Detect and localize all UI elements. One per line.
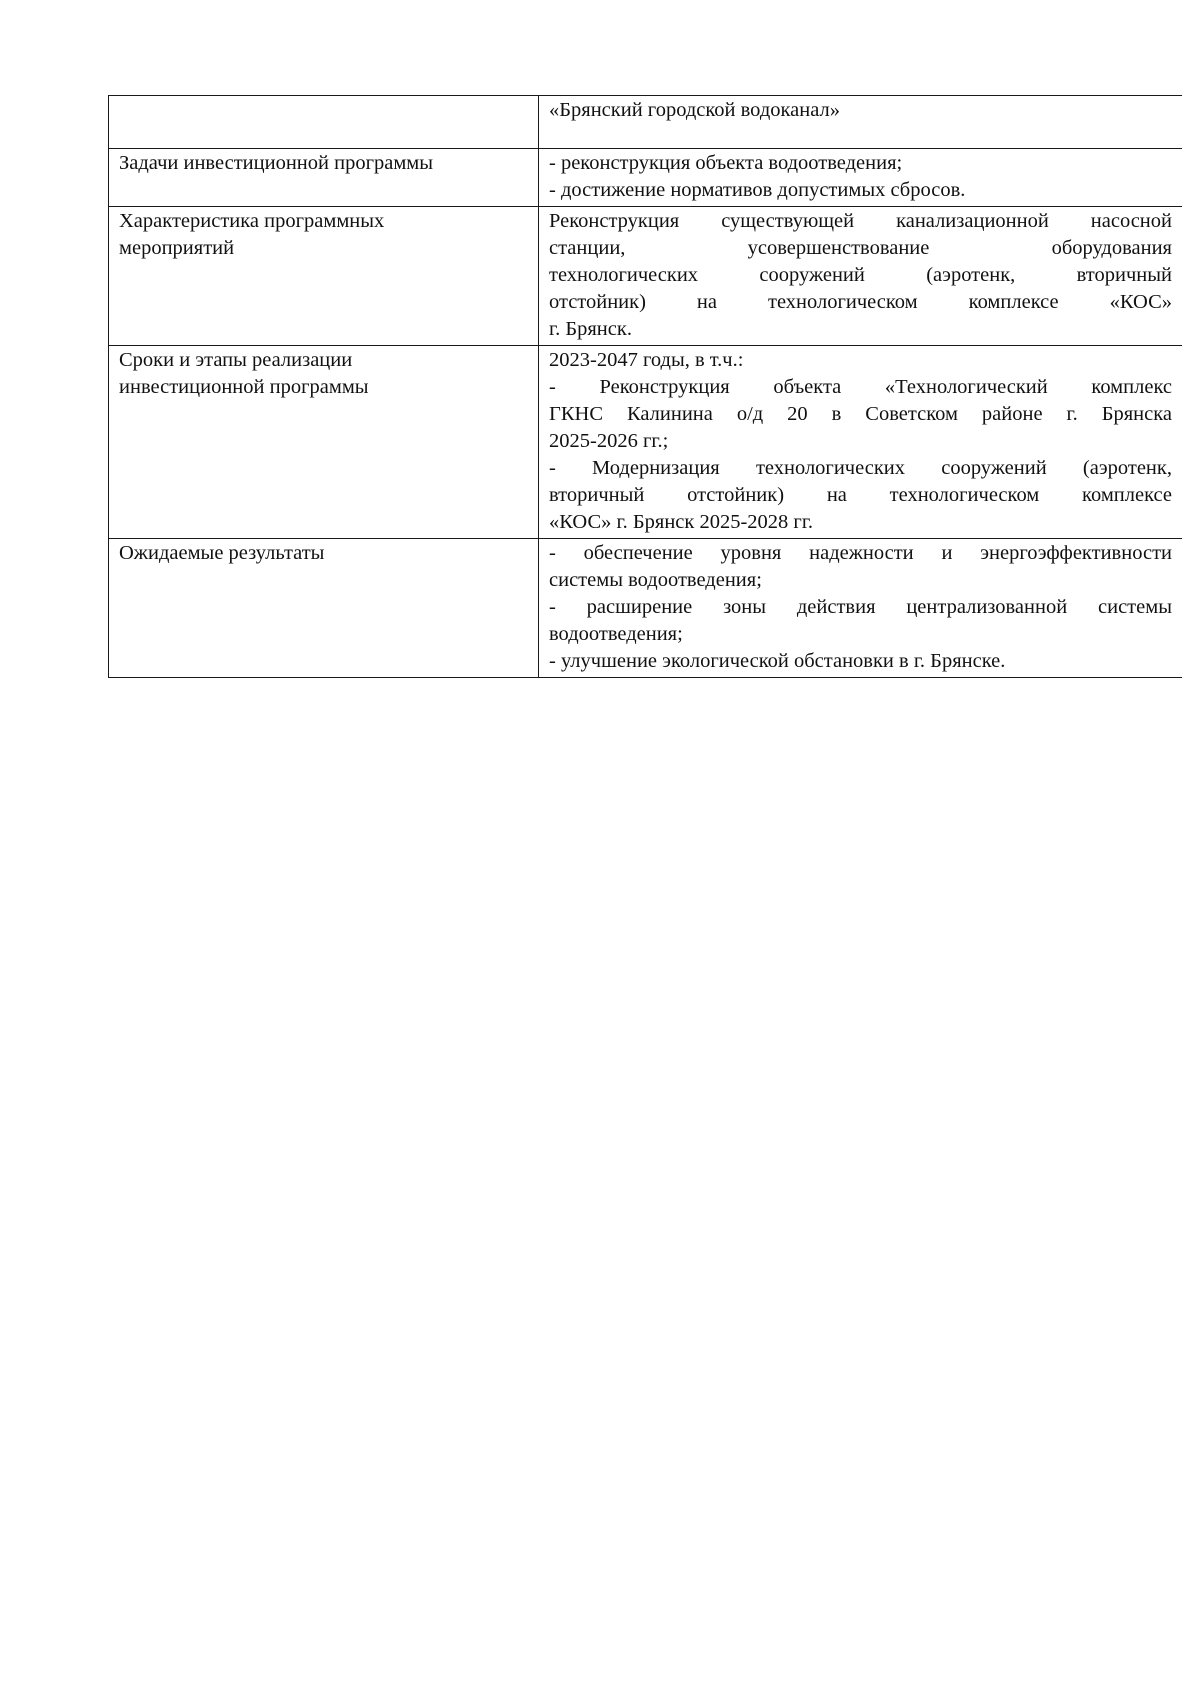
results-text-line: - улучшение экологической обстановки в г. Брянске. [549, 650, 1006, 672]
terms-text-line: 2023-2047 годы, в т.ч.: [549, 349, 744, 371]
row-value-cell [539, 539, 1183, 678]
tasks-item: - реконструкция объекта водоотведения; [549, 152, 903, 174]
row-value-cell [539, 346, 1183, 539]
row-label-cell [109, 346, 539, 539]
row-label-cell [109, 96, 539, 149]
row-label-cell [109, 207, 539, 346]
operator-name-line: «Брянский городской водоканал» [549, 99, 841, 121]
investment-program-table [108, 95, 1182, 678]
tasks-item: - достижение нормативов допустимых сбросов. [549, 179, 966, 201]
measures-text-line: Реконструкция существующей канализационной насосной [549, 210, 1172, 232]
measures-text-line: технологических сооружений (аэротенк, вторичный [549, 264, 1172, 286]
measures-label-line: мероприятий [119, 237, 235, 259]
terms-label-line: инвестиционной программы [119, 376, 369, 398]
terms-label-line: Сроки и этапы реализации [119, 349, 353, 371]
table-row [109, 539, 1183, 678]
terms-text-line: вторичный отстойник) на технологическом комплексе [549, 484, 1172, 506]
row-value-cell [539, 149, 1183, 207]
table-row [109, 207, 1183, 346]
tasks-label: Задачи инвестиционной программы [119, 152, 434, 174]
terms-text-line: 2025-2026 гг.; [549, 430, 669, 452]
row-value-cell [539, 207, 1183, 346]
measures-text-line: г. Брянск. [549, 318, 632, 340]
results-text-line: - расширение зоны действия централизованной системы [549, 596, 1172, 618]
table-row [109, 96, 1183, 149]
terms-text-line: ГКНС Калинина о/д 20 в Советском районе г. Брянска [549, 403, 1172, 425]
results-text-line: водоотведения; [549, 623, 683, 645]
terms-text-line: - Модернизация технологических сооружений (аэротенк, [549, 457, 1172, 479]
row-label-cell [109, 149, 539, 207]
measures-label-line: Характеристика программных [119, 210, 385, 232]
results-label: Ожидаемые результаты [119, 542, 325, 564]
table-row [109, 346, 1183, 539]
results-text-line: - обеспечение уровня надежности и энергоэффективности [549, 542, 1172, 564]
terms-text-line: «КОС» г. Брянск 2025-2028 гг. [549, 511, 814, 533]
measures-text-line: станции, усовершенствование оборудования [549, 237, 1172, 259]
measures-text-line: отстойник) на технологическом комплексе «КОС» [549, 291, 1172, 313]
terms-text-line: - Реконструкция объекта «Технологический комплекс [549, 376, 1172, 398]
row-label-cell [109, 539, 539, 678]
row-value-cell [539, 96, 1183, 149]
results-text-line: системы водоотведения; [549, 569, 762, 591]
table-row [109, 149, 1183, 207]
